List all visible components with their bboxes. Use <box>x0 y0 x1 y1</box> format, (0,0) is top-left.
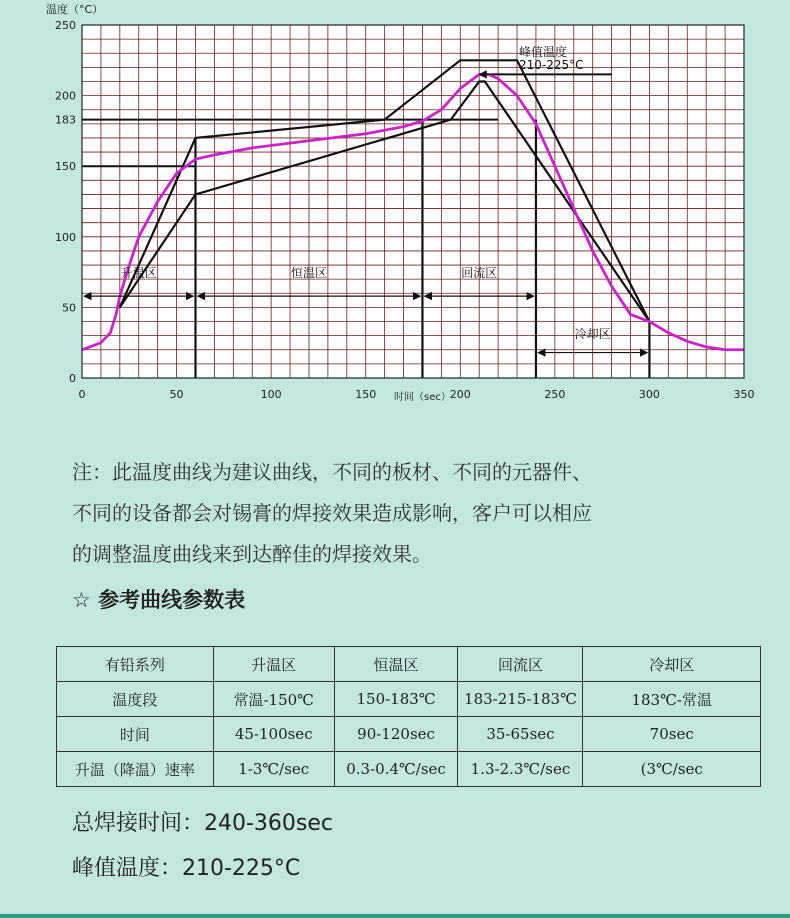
total-time-summary: 总焊接时间：240-360sec <box>72 811 334 836</box>
table-cell: 0.3-0.4℃/sec <box>334 752 458 787</box>
note-paragraph <box>72 452 762 575</box>
table-cell: 183℃-常温 <box>583 682 761 717</box>
table-cell: 1-3℃/sec <box>213 752 334 787</box>
table-cell: 升温（降温）速率 <box>57 752 214 787</box>
peak-temp-summary: 峰值温度：210-225°C <box>72 856 301 881</box>
table-row <box>57 682 761 717</box>
y-tick-label: 0 <box>69 372 76 385</box>
peak-annotation-text: 210-225°C <box>519 58 584 73</box>
x-tick-label: 250 <box>544 388 566 401</box>
note-line: 的调整温度曲线来到达醉佳的焊接效果。 <box>72 542 432 566</box>
x-tick-label: 200 <box>449 388 471 401</box>
table-cell: 70sec <box>583 717 761 752</box>
zone-label: 回流区 <box>461 266 498 281</box>
table-row <box>57 717 761 752</box>
table-cell: 1.3-2.3℃/sec <box>458 752 583 787</box>
table-cell: (3℃/sec <box>583 752 761 787</box>
table-cell: 常温-150℃ <box>213 682 334 717</box>
table-cell: 温度段 <box>57 682 214 717</box>
reflow-profile-chart <box>0 0 790 420</box>
table-cell: 回流区 <box>458 647 583 682</box>
y-tick-label: 50 <box>62 301 76 315</box>
x-axis-label: 时间（sec） <box>394 392 451 403</box>
note-line: 注：此温度曲线为建议曲线，不同的板材、不同的元器件、 <box>72 460 592 484</box>
table-cell: 有铅系列 <box>57 647 214 682</box>
table-cell: 150-183℃ <box>334 682 458 717</box>
parameter-table <box>56 646 761 787</box>
x-tick-label: 350 <box>733 388 755 401</box>
zone-label: 升温区 <box>120 266 157 281</box>
y-tick-label: 150 <box>55 160 76 174</box>
table-cell: 183-215-183℃ <box>458 682 583 717</box>
note-line: 不同的设备都会对锡膏的焊接效果造成影响，客户可以相应 <box>72 501 592 525</box>
table-cell: 冷却区 <box>583 647 761 682</box>
table-row <box>57 752 761 787</box>
zone-label: 恒温区 <box>290 266 327 281</box>
y-tick-label: 100 <box>55 230 76 244</box>
plot-area <box>82 25 744 378</box>
table-header-row <box>57 647 761 682</box>
section-title: ☆ 参考曲线参数表 <box>72 588 246 612</box>
table-cell: 90-120sec <box>334 717 458 752</box>
x-tick-label: 300 <box>638 388 660 401</box>
y-tick-label: 250 <box>55 19 76 32</box>
x-tick-label: 150 <box>355 388 377 401</box>
table-cell: 升温区 <box>213 647 334 682</box>
peak-annotation-text: 峰值温度 <box>519 45 568 60</box>
table-cell: 恒温区 <box>334 647 458 682</box>
table-cell: 时间 <box>57 717 214 752</box>
x-tick-label: 100 <box>260 388 282 401</box>
y-axis-label: 温度（°C） <box>46 3 104 16</box>
x-tick-label: 50 <box>169 388 184 401</box>
y-tick-label: 200 <box>55 89 76 103</box>
bottom-divider <box>0 914 790 918</box>
x-tick-label: 0 <box>78 388 86 401</box>
zone-label: 冷却区 <box>574 326 611 341</box>
table-cell: 45-100sec <box>213 717 334 752</box>
y-tick-label: 183 <box>55 113 76 127</box>
table-cell: 35-65sec <box>458 717 583 752</box>
